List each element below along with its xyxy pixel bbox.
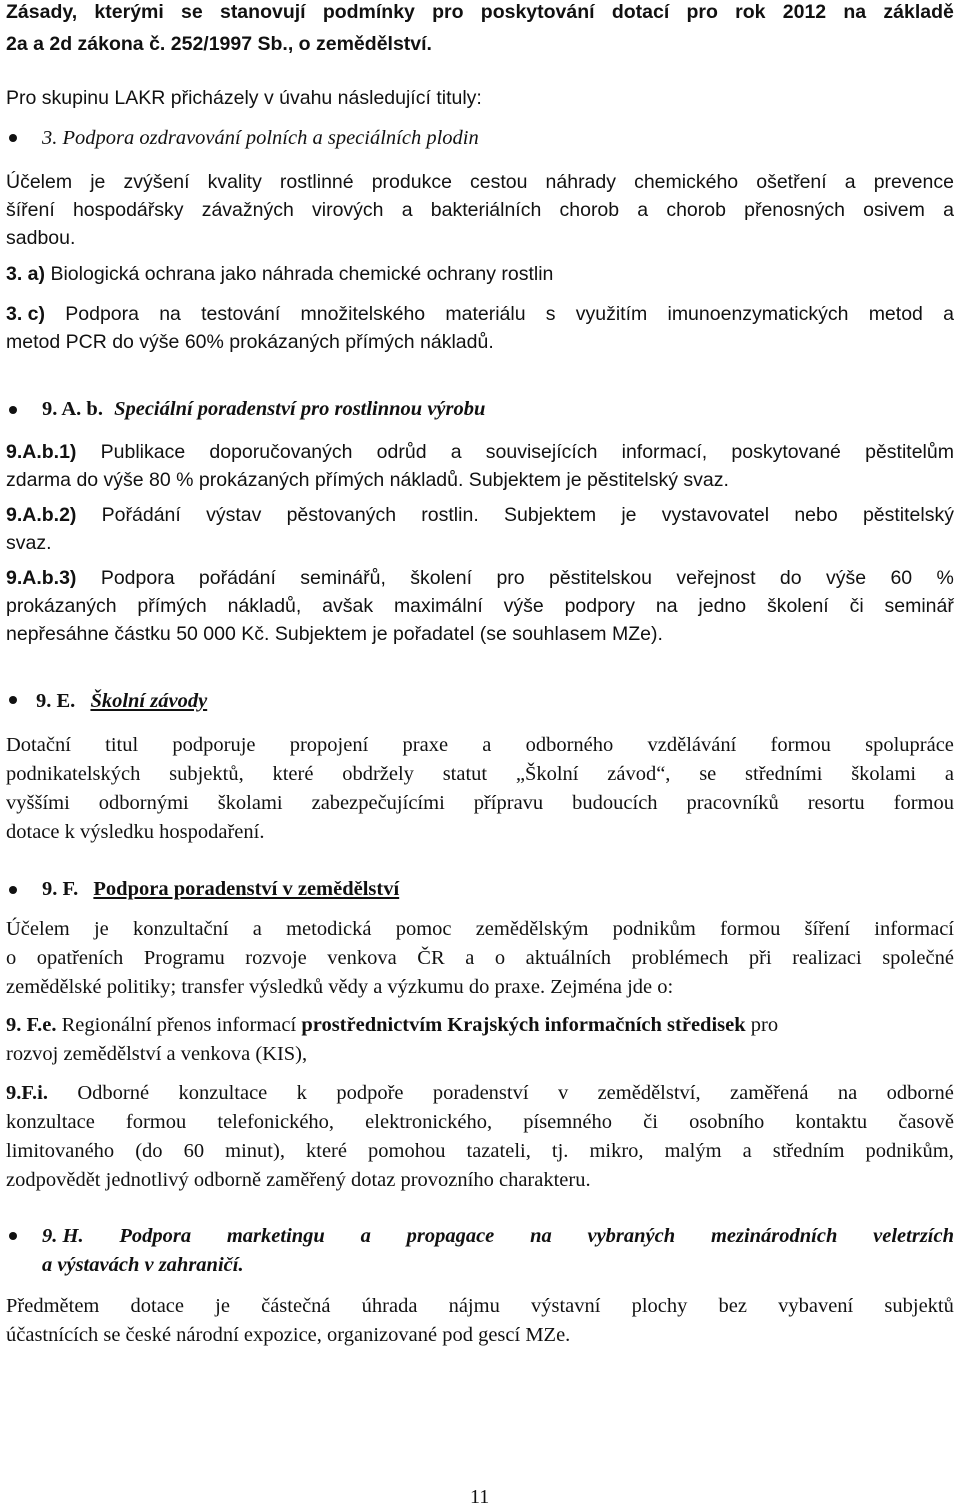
s9fe-bold: prostřednictvím Krajských informačních středisek	[301, 1014, 746, 1036]
word: %	[936, 567, 954, 589]
word: informací,	[621, 441, 708, 463]
word: na	[159, 303, 181, 325]
word: osobního	[689, 1111, 765, 1133]
b3-line-2	[6, 594, 954, 618]
word: prevence	[873, 171, 954, 193]
word: Programu	[143, 947, 225, 969]
word: Odborné	[77, 1082, 150, 1104]
word: „Školní	[515, 763, 579, 785]
word: metodická	[286, 918, 372, 940]
word: množitelského	[300, 303, 426, 325]
word: středními	[745, 763, 823, 785]
word: pro	[432, 1, 464, 23]
word: statut	[442, 763, 488, 785]
word: a	[401, 199, 413, 221]
item-code: 9.A.b.3)	[6, 567, 77, 589]
word: chemického	[634, 171, 739, 193]
word: doporučovaných	[209, 441, 353, 463]
bullet-icon	[9, 696, 17, 704]
word: Podpora	[119, 1225, 192, 1247]
word: vybraných	[587, 1225, 676, 1247]
word: veřejnost	[676, 567, 756, 589]
word: pořádání	[198, 567, 276, 589]
word: školení	[766, 595, 829, 617]
word: a	[450, 441, 462, 463]
section-3-title: 3. Podpora ozdravování polních a speciálních plodin	[42, 127, 479, 149]
b3-line-3: nepřesáhne částku 50 000 Kč. Subjektem je pořadatel (se souhlasem MZe).	[6, 623, 663, 645]
word: ČR	[417, 947, 445, 969]
word: realizaci	[792, 947, 862, 969]
item-code: 3. c)	[6, 303, 46, 325]
word: Předmětem	[6, 1295, 100, 1317]
word: dotace	[130, 1295, 185, 1317]
word: (do	[135, 1140, 163, 1162]
word: osivem	[863, 199, 925, 221]
word: v	[557, 1082, 569, 1104]
word: základě	[883, 1, 954, 23]
word: subjektů,	[169, 763, 244, 785]
word: do	[779, 567, 802, 589]
word: aktuálních	[525, 947, 612, 969]
s9fi-line-3	[6, 1139, 954, 1163]
word: subjektů	[884, 1295, 954, 1317]
s9fi-line-1	[6, 1081, 954, 1105]
word: virových	[312, 199, 384, 221]
word: využitím	[575, 303, 648, 325]
word: Pořádání	[101, 504, 181, 526]
word: ošetření	[756, 171, 827, 193]
word: Subjektem	[503, 504, 597, 526]
word: odborného	[525, 734, 614, 756]
word: titul	[105, 734, 139, 756]
section-9h-heading-line-1	[42, 1224, 954, 1248]
word: které	[272, 763, 314, 785]
word: o	[6, 947, 17, 969]
word: přenosných	[744, 199, 845, 221]
word: formou	[719, 918, 781, 940]
word: nákladů,	[227, 595, 302, 617]
word: podnikům	[612, 918, 696, 940]
word: maximální	[393, 595, 483, 617]
word: či	[643, 1111, 658, 1133]
word: pracovníků	[686, 792, 779, 814]
s3-desc-line-2	[6, 198, 954, 222]
section-9ab-code: 9. A. b.	[42, 398, 103, 420]
word: nebo	[794, 504, 838, 526]
section-9f-heading	[42, 877, 399, 901]
word: budoucích	[572, 792, 658, 814]
s9fi-line-2	[6, 1110, 954, 1134]
word: zabezpečujícími	[311, 792, 445, 814]
word: propojení	[289, 734, 369, 756]
word: bez	[718, 1295, 747, 1317]
section-9ab-title: Speciální poradenství pro rostlinnou výrobu	[114, 398, 486, 420]
word: pěstitelům	[865, 441, 954, 463]
s3a-text: Biologická ochrana jako náhrada chemické ochrany rostlin	[50, 263, 554, 285]
word: je	[90, 171, 106, 193]
s9f-line-1	[6, 917, 954, 941]
s9fe-text-1: Regionální přenos informací	[61, 1014, 297, 1036]
word: chorob	[666, 199, 726, 221]
word: podpoře	[336, 1082, 404, 1104]
word: prokázaných	[6, 595, 117, 617]
s9h-line-1	[6, 1294, 954, 1318]
word: je	[93, 918, 109, 940]
word: souvisejících	[485, 441, 598, 463]
s3c-line-1	[6, 302, 954, 326]
word: podporuje	[172, 734, 256, 756]
word: nájmu	[448, 1295, 500, 1317]
word: náhrady	[545, 171, 616, 193]
word: seminář	[884, 595, 954, 617]
word: veletrzích	[873, 1225, 954, 1247]
word: poskytování	[480, 1, 595, 23]
word: se	[699, 763, 717, 785]
s3c-line-2: metod PCR do výše 60% prokázaných přímých nákladů.	[6, 331, 494, 353]
word: se	[181, 1, 203, 23]
s9fe-text-2: pro	[750, 1014, 779, 1036]
word: výstav	[206, 504, 262, 526]
word: jedno	[698, 595, 747, 617]
word: vzdělávání	[647, 734, 737, 756]
heading-line-2: 2a a 2d zákona č. 252/1997 Sb., o zemědělství.	[6, 33, 432, 55]
word: metod	[868, 303, 923, 325]
bullet-icon	[9, 406, 17, 414]
s9h-line-2: účastnících se české národní expozice, organizované pod gescí MZe.	[6, 1324, 571, 1346]
word: tj.	[551, 1140, 569, 1162]
word: a	[944, 763, 954, 785]
word: Podpora	[100, 567, 175, 589]
word: cestou	[470, 171, 528, 193]
b1-line-2: zdarma do výše 80 % prokázaných přímých nákladů. Subjektem je pěstitelský svaz.	[6, 469, 729, 491]
word: Zásady,	[6, 1, 78, 23]
section-9e-code: 9. E.	[36, 690, 76, 712]
word: telefonického,	[217, 1111, 335, 1133]
s9e-line-4: dotace k výsledku hospodaření.	[6, 821, 265, 843]
word: časově	[898, 1111, 954, 1133]
word: úhrada	[361, 1295, 418, 1317]
word: školení	[410, 567, 473, 589]
section-9e-heading	[36, 689, 207, 713]
item-code: 9.A.b.2)	[6, 504, 77, 526]
word: kterými	[94, 1, 164, 23]
word: limitovaného	[6, 1140, 115, 1162]
item-code: 9. H.	[42, 1225, 84, 1247]
word: plochy	[631, 1295, 688, 1317]
word: a	[742, 1140, 752, 1162]
word: je	[621, 504, 637, 526]
word: společné	[882, 947, 954, 969]
word: Publikace	[100, 441, 186, 463]
word: zvýšení	[123, 171, 190, 193]
word: stanovují	[219, 1, 306, 23]
s3-desc-line-3: sadbou.	[6, 227, 76, 249]
word: podmínky	[322, 1, 415, 23]
section-9h-heading-line-2: a výstavách v zahraničí.	[42, 1254, 244, 1276]
word: přímých	[137, 595, 207, 617]
word: venkova	[327, 947, 397, 969]
section-9e-title: Školní závody	[90, 690, 208, 712]
s9e-line-3	[6, 791, 954, 815]
word: Účelem	[6, 171, 73, 193]
word: kvality	[207, 171, 262, 193]
s3a-item	[6, 262, 553, 286]
heading-line-1	[6, 0, 954, 24]
word: písemného	[523, 1111, 613, 1133]
word: k	[296, 1082, 307, 1104]
word: rok	[735, 1, 766, 23]
word: problémech	[631, 947, 729, 969]
word: je	[215, 1295, 230, 1317]
word: resortu	[807, 792, 865, 814]
word: obdržely	[342, 763, 414, 785]
word: Účelem	[6, 918, 70, 940]
bullet-icon	[9, 886, 17, 894]
word: šíření	[804, 918, 851, 940]
word: na	[530, 1225, 552, 1247]
word: 60	[890, 567, 913, 589]
word: formou	[893, 792, 954, 814]
s3a-code: 3. a)	[6, 263, 46, 285]
word: na	[655, 595, 678, 617]
section-9f-code: 9. F.	[42, 878, 79, 900]
word: pro	[496, 567, 525, 589]
word: marketingu	[226, 1225, 325, 1247]
word: mezinárodních	[710, 1225, 838, 1247]
word: dotací	[611, 1, 670, 23]
word: odborné	[886, 1082, 954, 1104]
word: a	[637, 199, 649, 221]
word: materiálu	[445, 303, 526, 325]
word: spolupráce	[865, 734, 954, 756]
word: zemědělství,	[597, 1082, 701, 1104]
word: a	[252, 918, 262, 940]
b1-line-1	[6, 440, 954, 464]
word: rostlinné	[279, 171, 354, 193]
s9fe-line-1	[6, 1013, 778, 1037]
word: odbornými	[98, 792, 189, 814]
word: výstavní	[530, 1295, 601, 1317]
word: a	[844, 171, 856, 193]
word: pěstitelskou	[549, 567, 652, 589]
word: školami	[217, 792, 283, 814]
word: minut),	[225, 1140, 285, 1162]
word: produkce	[371, 171, 452, 193]
word: konzultace	[178, 1082, 268, 1104]
word: vybavení	[778, 1295, 854, 1317]
word: částečná	[261, 1295, 331, 1317]
s9fe-line-2: rozvoj zemědělství a venkova (KIS),	[6, 1043, 308, 1065]
word: a	[360, 1225, 371, 1247]
word: zaměřená	[730, 1082, 809, 1104]
word: na	[837, 1082, 858, 1104]
s9fi-line-4: zodpovědět jednotlivý odborně zaměřený dotaz provozního charakteru.	[6, 1169, 591, 1191]
word: s	[545, 303, 556, 325]
word: formou	[125, 1111, 187, 1133]
word: výše	[825, 567, 867, 589]
word: avšak	[322, 595, 374, 617]
word: závažných	[201, 199, 294, 221]
item-code: 9.A.b.1)	[6, 441, 77, 463]
word: pomoc	[395, 918, 452, 940]
word: chorob	[559, 199, 620, 221]
word: přípravu	[473, 792, 544, 814]
word: konzultační	[132, 918, 229, 940]
word: rozvoje	[245, 947, 307, 969]
word: elektronického,	[365, 1111, 493, 1133]
word: výše	[503, 595, 544, 617]
word: a	[943, 199, 954, 221]
word: praxe	[402, 734, 449, 756]
word: zemědělským	[475, 918, 589, 940]
word: pro	[686, 1, 718, 23]
word: vystavovatel	[661, 504, 770, 526]
word: poskytované	[731, 441, 841, 463]
bullet-icon	[9, 134, 17, 142]
word: podpory	[564, 595, 636, 617]
word: formou	[770, 734, 831, 756]
word: školami	[851, 763, 917, 785]
word: pěstitelský	[862, 504, 954, 526]
section-9f-title: Podpora poradenství v zemědělství	[93, 878, 400, 900]
word: které	[306, 1140, 347, 1162]
word: bakteriálních	[430, 199, 542, 221]
word: imunoenzymatických	[667, 303, 849, 325]
word: mikro,	[589, 1140, 644, 1162]
word: 2012	[782, 1, 827, 23]
word: seminářů,	[300, 567, 386, 589]
item-code: 9.F.i.	[6, 1082, 48, 1104]
word: na	[843, 1, 867, 23]
word: či	[849, 595, 864, 617]
word: propagace	[406, 1225, 495, 1247]
word: opatřeních	[36, 947, 124, 969]
word: malým	[664, 1140, 722, 1162]
word: při	[748, 947, 772, 969]
word: konzultace	[6, 1111, 95, 1133]
s9e-line-2	[6, 762, 954, 786]
word: poradenství	[432, 1082, 529, 1104]
word: hospodářsky	[72, 199, 184, 221]
s9f-line-3: zemědělské politiky; transfer výsledků vědy a výzkumu do praxe. Zejména jde o:	[6, 976, 674, 998]
word: odrůd	[376, 441, 427, 463]
s9f-line-2	[6, 946, 954, 970]
word: Dotační	[6, 734, 71, 756]
s9fe-code: 9. F.e.	[6, 1014, 57, 1036]
page-number: 11	[470, 1486, 490, 1508]
word: kontaktu	[795, 1111, 868, 1133]
word: 60	[183, 1140, 205, 1162]
word: informací	[874, 918, 954, 940]
word: vyššími	[6, 792, 70, 814]
word: rostlin.	[421, 504, 479, 526]
word: testování	[201, 303, 281, 325]
word: Podpora	[65, 303, 139, 325]
word: a	[465, 947, 475, 969]
b2-line-2: svaz.	[6, 532, 52, 554]
word: pomohou	[368, 1140, 446, 1162]
b3-line-1	[6, 566, 954, 590]
word: pěstovaných	[286, 504, 397, 526]
b2-line-1	[6, 503, 954, 527]
bullet-icon	[9, 1232, 17, 1240]
word: středním	[772, 1140, 845, 1162]
intro-text: Pro skupinu LAKR přicházely v úvahu následující tituly:	[6, 87, 482, 109]
s9e-line-1	[6, 733, 954, 757]
word: podnikatelských	[6, 763, 141, 785]
word: závod“,	[607, 763, 671, 785]
word: podnikům,	[865, 1140, 954, 1162]
word: tazateli,	[466, 1140, 531, 1162]
word: a	[482, 734, 492, 756]
s3-desc-line-1	[6, 170, 954, 194]
word: o	[494, 947, 506, 969]
section-9ab-heading	[42, 397, 485, 421]
word: a	[943, 303, 954, 325]
word: šíření	[6, 199, 55, 221]
